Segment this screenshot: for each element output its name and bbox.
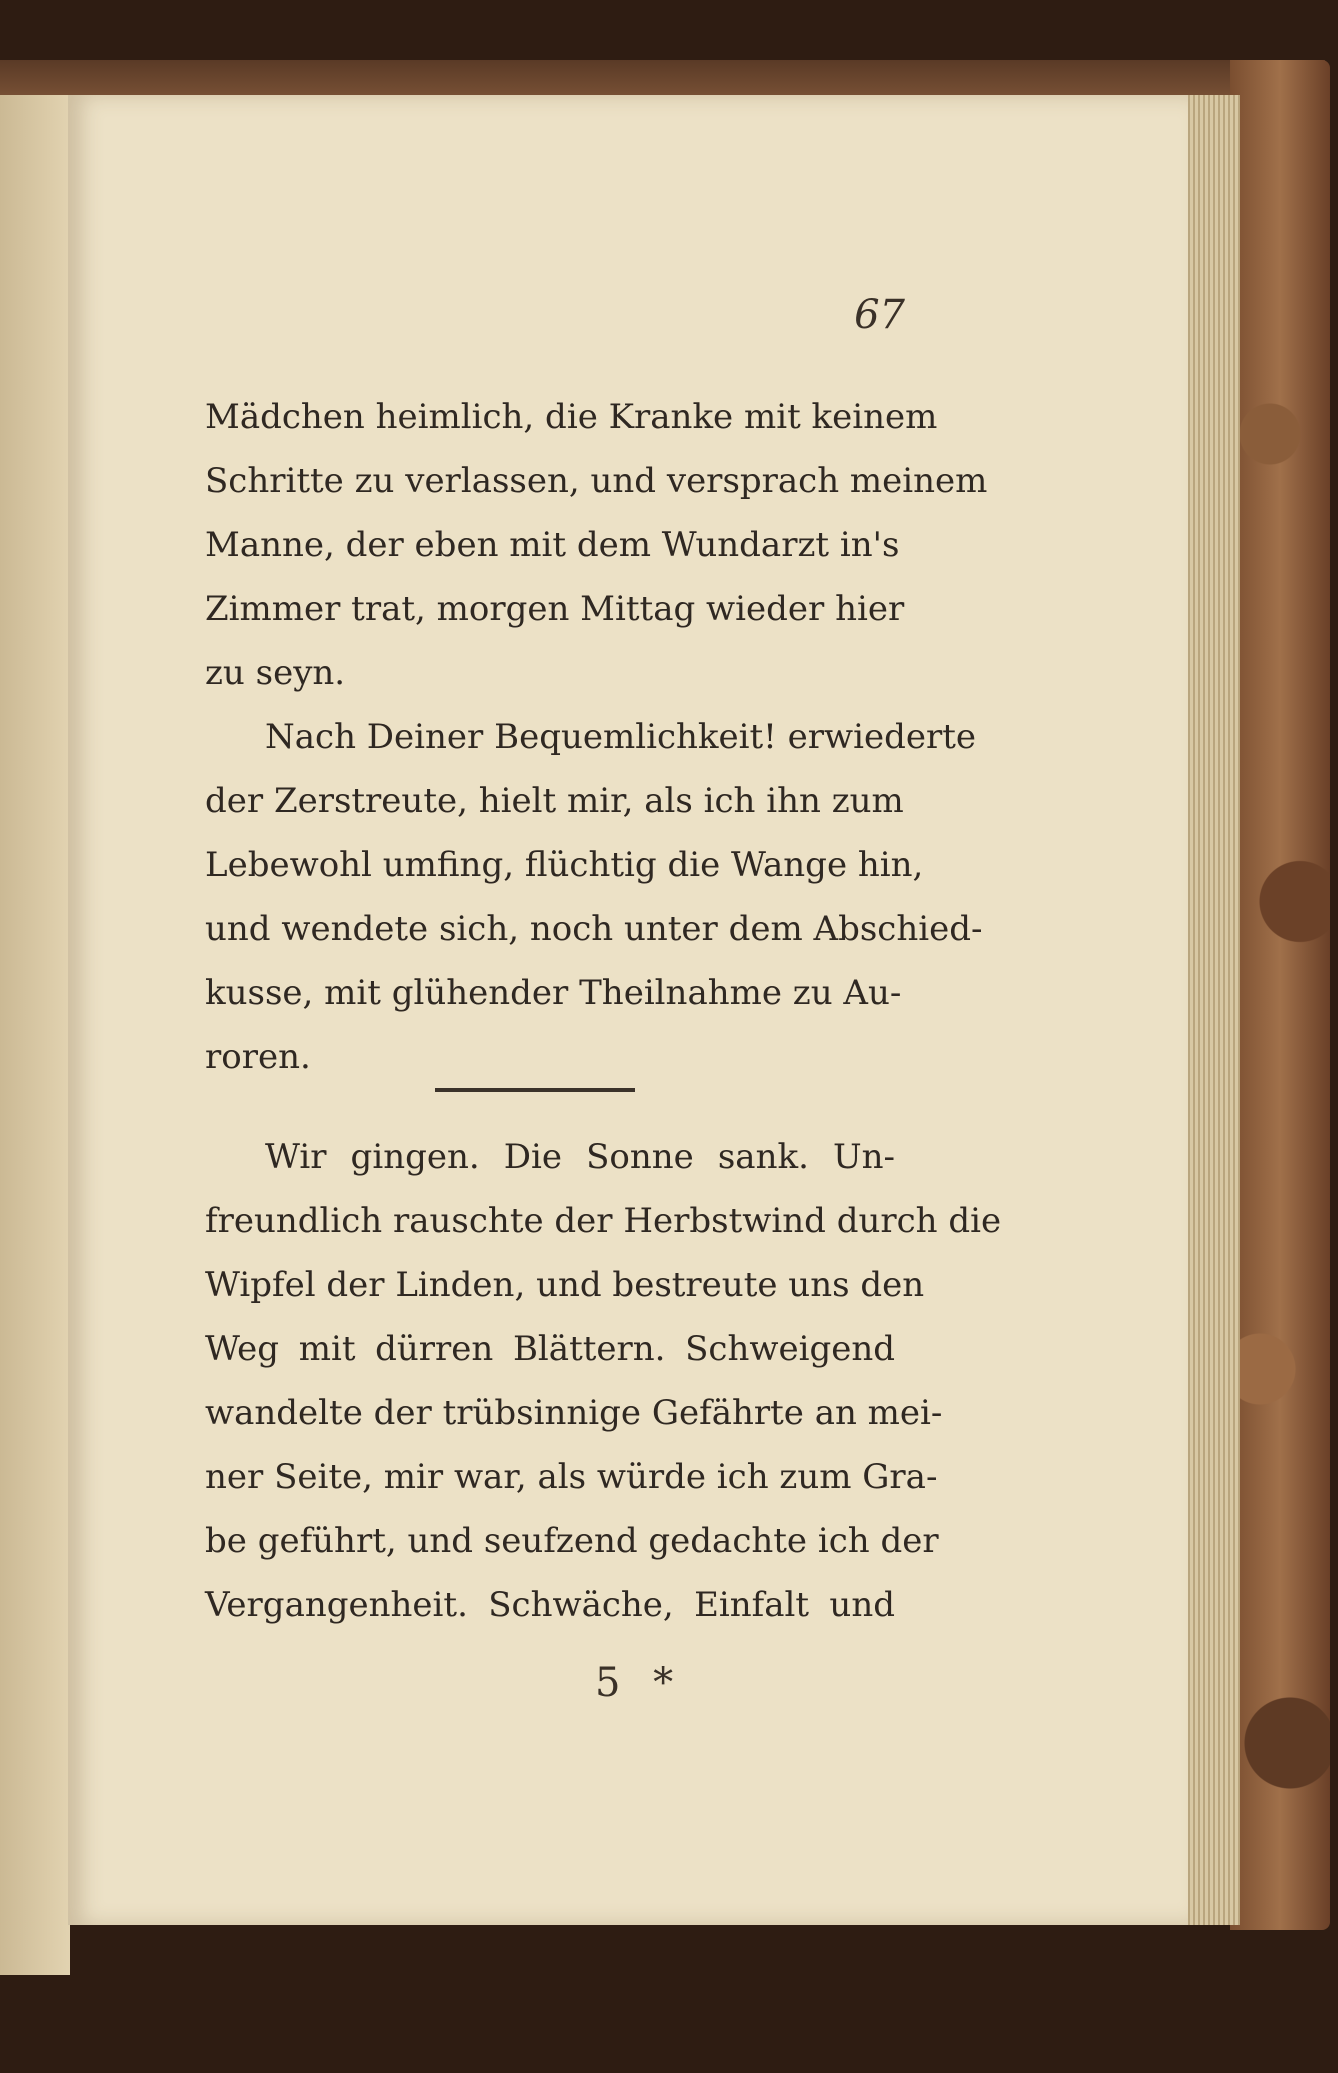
book-cover-top-edge bbox=[0, 60, 1325, 100]
text-line: Nach Deiner Bequemlichkeit! erwiederte bbox=[265, 717, 977, 757]
text-line: roren. bbox=[205, 1037, 311, 1077]
text-line: ner Seite, mir war, als würde ich zum Gra- bbox=[205, 1457, 938, 1497]
text-line: Wir gingen. Die Sonne sank. Un- bbox=[265, 1137, 895, 1177]
book-cover-marbled-edge bbox=[1230, 60, 1330, 1930]
text-line: und wendete sich, noch unter dem Abschied- bbox=[205, 909, 983, 949]
text-block-lower bbox=[205, 1125, 1002, 1637]
text-line: Zimmer trat, morgen Mittag wieder hier bbox=[205, 589, 905, 629]
text-line: Manne, der eben mit dem Wundarzt in's bbox=[205, 525, 900, 565]
page-edges bbox=[1185, 95, 1240, 1925]
left-page-fragment bbox=[0, 95, 70, 1975]
text-line: Vergangenheit. Schwäche, Einfalt und bbox=[205, 1585, 895, 1625]
text-line: Weg mit dürren Blättern. Schweigend bbox=[205, 1329, 895, 1369]
text-line: Lebewohl umfing, flüchtig die Wange hin, bbox=[205, 845, 924, 885]
text-line: be geführt, und seufzend gedachte ich der bbox=[205, 1521, 939, 1561]
text-line: wandelte der trübsinnige Gefährte an mei- bbox=[205, 1393, 943, 1433]
text-line: der Zerstreute, hielt mir, als ich ihn zum bbox=[205, 781, 904, 821]
text-block-upper bbox=[205, 385, 988, 1089]
text-line: freundlich rauschte der Herbstwind durch die bbox=[205, 1201, 1002, 1241]
text-line: kusse, mit glühender Theilnahme zu Au- bbox=[205, 973, 902, 1013]
text-line: Mädchen heimlich, die Kranke mit keinem bbox=[205, 397, 938, 437]
text-line: zu seyn. bbox=[205, 653, 346, 693]
text-line: Schritte zu verlassen, und versprach meinem bbox=[205, 461, 988, 501]
signature-mark: 5 * bbox=[595, 1660, 684, 1706]
text-line: Wipfel der Linden, und bestreute uns den bbox=[205, 1265, 925, 1305]
section-divider bbox=[435, 1088, 635, 1092]
page-number: 67 bbox=[854, 292, 905, 338]
